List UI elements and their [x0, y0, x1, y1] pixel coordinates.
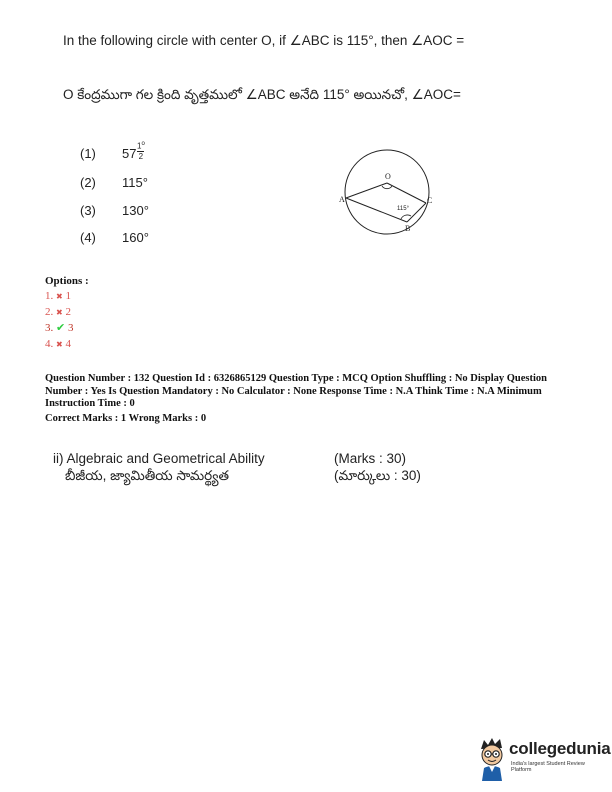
choice-number: (3) [80, 203, 96, 218]
option-label: 2 [65, 306, 71, 318]
option-label: 1 [65, 290, 71, 302]
cross-icon: ✖ [56, 292, 63, 301]
option-label: 4 [65, 338, 71, 350]
label-b: B [405, 224, 411, 233]
option-number: 3. [45, 322, 54, 334]
question-telugu: O కేంద్రముగా గల క్రింది వృత్తములో ∠ABC అనేది 115° అయినచో, ∠AOC= [63, 87, 461, 102]
choice-fraction [137, 140, 145, 161]
option-number: 2. [45, 306, 54, 318]
section-marks-te: (మార్కులు : 30) [334, 468, 421, 483]
option-label: 3 [67, 322, 74, 334]
choice-number: (1) [80, 146, 96, 161]
choice-number: (2) [80, 175, 96, 190]
option-number: 4. [45, 338, 54, 350]
fraction-denominator: 2 [138, 151, 144, 161]
option-item-1 [45, 290, 71, 302]
mascot-icon [476, 735, 508, 781]
logo-name: collegedunia [509, 739, 611, 758]
chord-oa [346, 183, 387, 198]
section-marks-en: (Marks : 30) [334, 451, 407, 466]
question-english: In the following circle with center O, if ∠ABC is 115°, then ∠AOC = [63, 33, 465, 48]
circle-figure [335, 140, 435, 235]
choice-value: 130° [122, 203, 149, 218]
angle-arc-o [382, 186, 392, 189]
option-item-4 [45, 338, 71, 350]
options-heading: Options : [45, 275, 89, 287]
question-marks: Correct Marks : 1 Wrong Marks : 0 [45, 413, 207, 424]
cross-icon: ✖ [56, 308, 63, 317]
circle [345, 150, 429, 234]
section-title-te: బీజీయ, జ్యామితీయ సామర్థ్యత [65, 468, 230, 483]
label-o: O [385, 172, 391, 181]
question-meta: Question Number : 132 Question Id : 6326865129 Question Type : MCQ Option Shuffling : No Display Question Number : Yes Is Question Mandatory : No Calculator : None Response Time : N.A Think Time : N.A Minimum Instruction Time : 0 [45, 373, 548, 409]
choice-number: (4) [80, 230, 96, 245]
choice-value: 160° [122, 230, 149, 245]
option-item-2 [45, 306, 71, 318]
label-a: A [339, 195, 345, 204]
logo-tagline: India's largest Student Review Platform [511, 761, 585, 773]
chord-oc [387, 183, 426, 203]
choice-value: 57 [122, 146, 137, 161]
choice-value: 115° [122, 175, 148, 190]
fraction-numerator: 1$^o$ [137, 141, 145, 151]
section-title-en: ii) Algebraic and Geometrical Ability [53, 451, 265, 466]
label-c: C [427, 196, 433, 205]
cross-icon: ✖ [56, 340, 63, 349]
option-number: 1. [45, 290, 54, 302]
option-item-3 [45, 321, 73, 334]
label-angle: 115° [397, 206, 409, 212]
check-icon: ✔ [56, 322, 66, 334]
angle-arc-b [401, 215, 411, 219]
collegedunia-logo [476, 735, 611, 783]
